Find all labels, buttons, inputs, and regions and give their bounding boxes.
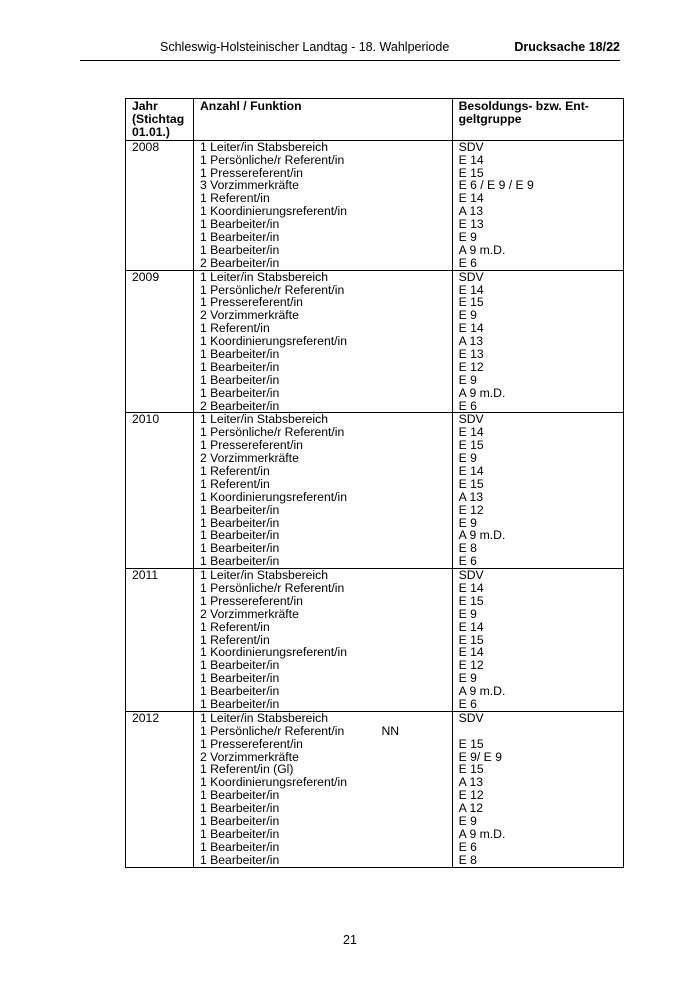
function-entry: 2 Vorzimmerkräfte xyxy=(199,606,299,621)
table-body xyxy=(126,140,624,867)
grade-entry: A 9 m.D. xyxy=(458,826,506,841)
grade-entry: E 12 xyxy=(458,658,484,673)
function-entry: 1 Referent/in xyxy=(199,476,270,491)
grade-cell xyxy=(452,413,623,569)
table-row xyxy=(126,270,624,413)
function-entry: 1 Koordinierungsreferent/in xyxy=(199,489,347,504)
grade-entry: A 13 xyxy=(458,489,484,504)
grade-entry: E 6 xyxy=(458,839,477,854)
grade-entry: E 8 xyxy=(458,852,477,867)
year-cell xyxy=(126,711,194,867)
function-entry: 1 Bearbeiter/in xyxy=(199,372,280,387)
function-entry: 1 Pressereferent/in xyxy=(199,593,303,608)
grade-entry: A 9 m.D. xyxy=(458,385,506,400)
grade-entry: SDV xyxy=(458,412,484,427)
function-entry: 3 Vorzimmerkräfte xyxy=(199,178,299,193)
function-entry: 1 Leiter/in Stabsbereich xyxy=(199,710,329,725)
function-cell xyxy=(193,711,452,867)
grade-cell xyxy=(452,711,623,867)
grade-entry: E 14 xyxy=(458,581,484,595)
grade-entry: E 14 xyxy=(458,463,484,478)
year-cell xyxy=(126,569,194,712)
function-entry: 1 Bearbeiter/in xyxy=(199,385,280,400)
function-entry: 1 Bearbeiter/in xyxy=(199,554,280,569)
grade-entry: E 9 xyxy=(458,814,477,829)
function-entry: 1 Bearbeiter/in xyxy=(199,671,280,686)
function-entry: 1 Persönliche/r Referent/in xyxy=(199,152,345,167)
grade-entry: E 8 xyxy=(458,541,477,556)
grade-entry: E 14 xyxy=(458,282,484,297)
function-entry: 1 Bearbeiter/in xyxy=(199,242,280,257)
function-entry: 1 Referent/in xyxy=(199,619,270,634)
function-entry: 1 Bearbeiter/in xyxy=(199,826,280,841)
grade-entry: E 6 xyxy=(458,255,477,270)
function-entry: 1 Persönliche/r Referent/in xyxy=(199,425,345,440)
header-line: (Stichtag xyxy=(132,111,185,126)
function-entry: 1 Persönliche/r Referent/in xyxy=(199,282,345,297)
year-cell xyxy=(126,270,194,413)
function-entry: 1 Leiter/in Stabsbereich xyxy=(199,139,329,154)
function-entry: 1 Bearbeiter/in xyxy=(199,359,280,374)
year-value: 2011 xyxy=(132,568,159,583)
header-line: geltgruppe xyxy=(458,111,522,126)
grade-entry: A 9 m.D. xyxy=(458,528,506,543)
function-entry: 1 Bearbeiter/in xyxy=(199,814,280,829)
function-entry: 1 Bearbeiter/in xyxy=(199,788,280,803)
function-entry: 1 Bearbeiter/in xyxy=(199,839,280,854)
function-entry: 1 Bearbeiter/in xyxy=(199,217,280,232)
function-entry: 2 Vorzimmerkräfte xyxy=(199,749,299,764)
document-number: Drucksache 18/22 xyxy=(514,40,620,54)
grade-entry: SDV xyxy=(458,710,484,725)
function-entry: 2 Vorzimmerkräfte xyxy=(199,451,299,466)
grade-entry: E 14 xyxy=(458,645,484,660)
function-entry: 1 Bearbeiter/in xyxy=(199,852,280,867)
grade-entry: E 9 xyxy=(458,308,477,323)
year-cell xyxy=(126,413,194,569)
function-entry: 1 Leiter/in Stabsbereich xyxy=(199,412,329,427)
function-entry: 2 Bearbeiter/in xyxy=(199,255,280,270)
function-cell xyxy=(193,140,452,270)
column-header-grade xyxy=(452,99,623,141)
grade-entry: E 6 xyxy=(458,697,477,712)
function-entry: 1 Referent/in (Gl) xyxy=(199,762,294,777)
grade-entry: E 15 xyxy=(458,736,484,751)
table-row xyxy=(126,569,624,712)
function-entry: 1 Bearbeiter/in xyxy=(199,346,280,361)
grade-entry: E 13 xyxy=(458,346,484,361)
grade-entry: E 9/ E 9 xyxy=(458,749,502,764)
function-entry: 1 Referent/in xyxy=(199,463,270,478)
grade-entry xyxy=(459,725,617,738)
grade-entry: A 9 m.D. xyxy=(458,684,506,699)
function-entry: 1 Persönliche/r Referent/in xyxy=(199,581,345,595)
function-entry: 1 Pressereferent/in xyxy=(199,165,303,180)
year-value: 2009 xyxy=(132,269,160,284)
function-entry: 1 Pressereferent/in xyxy=(199,438,303,453)
grade-entry: E 15 xyxy=(458,438,484,453)
header-line: Besoldungs- bzw. Ent- xyxy=(458,99,589,113)
grade-entry: E 9 xyxy=(458,372,477,387)
grade-entry: E 9 xyxy=(458,671,477,686)
function-cell xyxy=(193,413,452,569)
function-entry: 1 Referent/in xyxy=(199,632,270,647)
table-header-row xyxy=(126,99,624,141)
function-entry: 1 Koordinierungsreferent/in xyxy=(199,775,347,790)
year-value: 2012 xyxy=(132,710,160,725)
function-cell xyxy=(193,270,452,413)
function-entry: 1 Koordinierungsreferent/in xyxy=(199,204,347,219)
grade-cell xyxy=(452,569,623,712)
function-entry: 1 Koordinierungsreferent/in xyxy=(199,645,347,660)
grade-entry: E 14 xyxy=(458,321,484,336)
grade-entry: E 15 xyxy=(458,476,484,491)
function-entry: 1 Koordinierungsreferent/in xyxy=(199,334,347,349)
function-entry: 1 Bearbeiter/in xyxy=(199,502,280,517)
grade-entry: A 13 xyxy=(458,204,484,219)
header-line: Anzahl / Funktion xyxy=(199,99,302,113)
grade-entry: E 14 xyxy=(458,191,484,206)
page-header xyxy=(80,40,620,61)
grade-entry: E 14 xyxy=(458,619,484,634)
column-header-year xyxy=(126,99,194,141)
grade-entry: E 9 xyxy=(458,515,477,530)
function-cell xyxy=(193,569,452,712)
function-entry: 1 Bearbeiter/in xyxy=(199,801,280,816)
grade-entry: E 6 / E 9 / E 9 xyxy=(458,178,534,193)
function-entry: 1 Referent/in xyxy=(199,191,270,206)
staff-table xyxy=(125,98,624,868)
grade-entry: E 15 xyxy=(458,295,484,310)
year-value: 2008 xyxy=(132,139,160,154)
table-row xyxy=(126,140,624,270)
grade-entry: SDV xyxy=(458,269,484,284)
grade-entry: E 12 xyxy=(458,788,484,803)
page-number: 21 xyxy=(343,933,357,947)
function-entry: 1 Persönliche/r Referent/in NN xyxy=(199,723,400,738)
function-entry: 1 Leiter/in Stabsbereich xyxy=(199,568,329,583)
grade-entry: SDV xyxy=(458,568,484,583)
function-entry: 2 Vorzimmerkräfte xyxy=(199,308,299,323)
grade-entry: E 9 xyxy=(458,451,477,466)
function-entry: 1 Leiter/in Stabsbereich xyxy=(199,269,329,284)
grade-entry: E 6 xyxy=(458,398,477,413)
grade-entry: A 9 m.D. xyxy=(458,242,506,257)
function-entry: 1 Bearbeiter/in xyxy=(199,541,280,556)
grade-entry: E 14 xyxy=(458,425,484,440)
function-entry: 1 Pressereferent/in xyxy=(199,295,303,310)
year-cell xyxy=(126,140,194,270)
grade-entry: E 15 xyxy=(458,632,484,647)
function-entry: 1 Bearbeiter/in xyxy=(199,684,280,699)
grade-entry: E 6 xyxy=(458,554,477,569)
grade-entry: E 9 xyxy=(458,606,477,621)
grade-entry: A 13 xyxy=(458,775,484,790)
header-line: Jahr xyxy=(132,99,158,113)
year-value: 2010 xyxy=(132,412,160,427)
function-entry: 2 Bearbeiter/in xyxy=(199,398,280,413)
grade-entry: E 12 xyxy=(458,359,484,374)
function-entry: 1 Referent/in xyxy=(199,321,270,336)
function-entry: 1 Bearbeiter/in xyxy=(199,697,280,712)
function-entry: 1 Bearbeiter/in xyxy=(199,658,280,673)
grade-entry: SDV xyxy=(458,139,484,154)
grade-entry: E 9 xyxy=(458,229,477,244)
table-row xyxy=(126,413,624,569)
grade-entry: E 13 xyxy=(458,217,484,232)
column-header-function xyxy=(193,99,452,141)
grade-entry: E 14 xyxy=(458,152,484,167)
function-entry: 1 Pressereferent/in xyxy=(199,736,303,751)
function-entry: 1 Bearbeiter/in xyxy=(199,229,280,244)
function-entry: 1 Bearbeiter/in xyxy=(199,515,280,530)
grade-entry: E 15 xyxy=(458,165,484,180)
header-line: 01.01.) xyxy=(132,124,170,139)
grade-entry: E 15 xyxy=(458,593,484,608)
table-row xyxy=(126,711,624,867)
grade-entry: E 15 xyxy=(458,762,484,777)
grade-cell xyxy=(452,270,623,413)
grade-entry: A 13 xyxy=(458,334,484,349)
grade-entry: A 12 xyxy=(458,801,484,816)
grade-cell xyxy=(452,140,623,270)
header-title: Schleswig-Holsteinischer Landtag - 18. Wahlperiode xyxy=(160,40,450,54)
function-entry: 1 Bearbeiter/in xyxy=(199,528,280,543)
grade-entry: E 12 xyxy=(458,502,484,517)
